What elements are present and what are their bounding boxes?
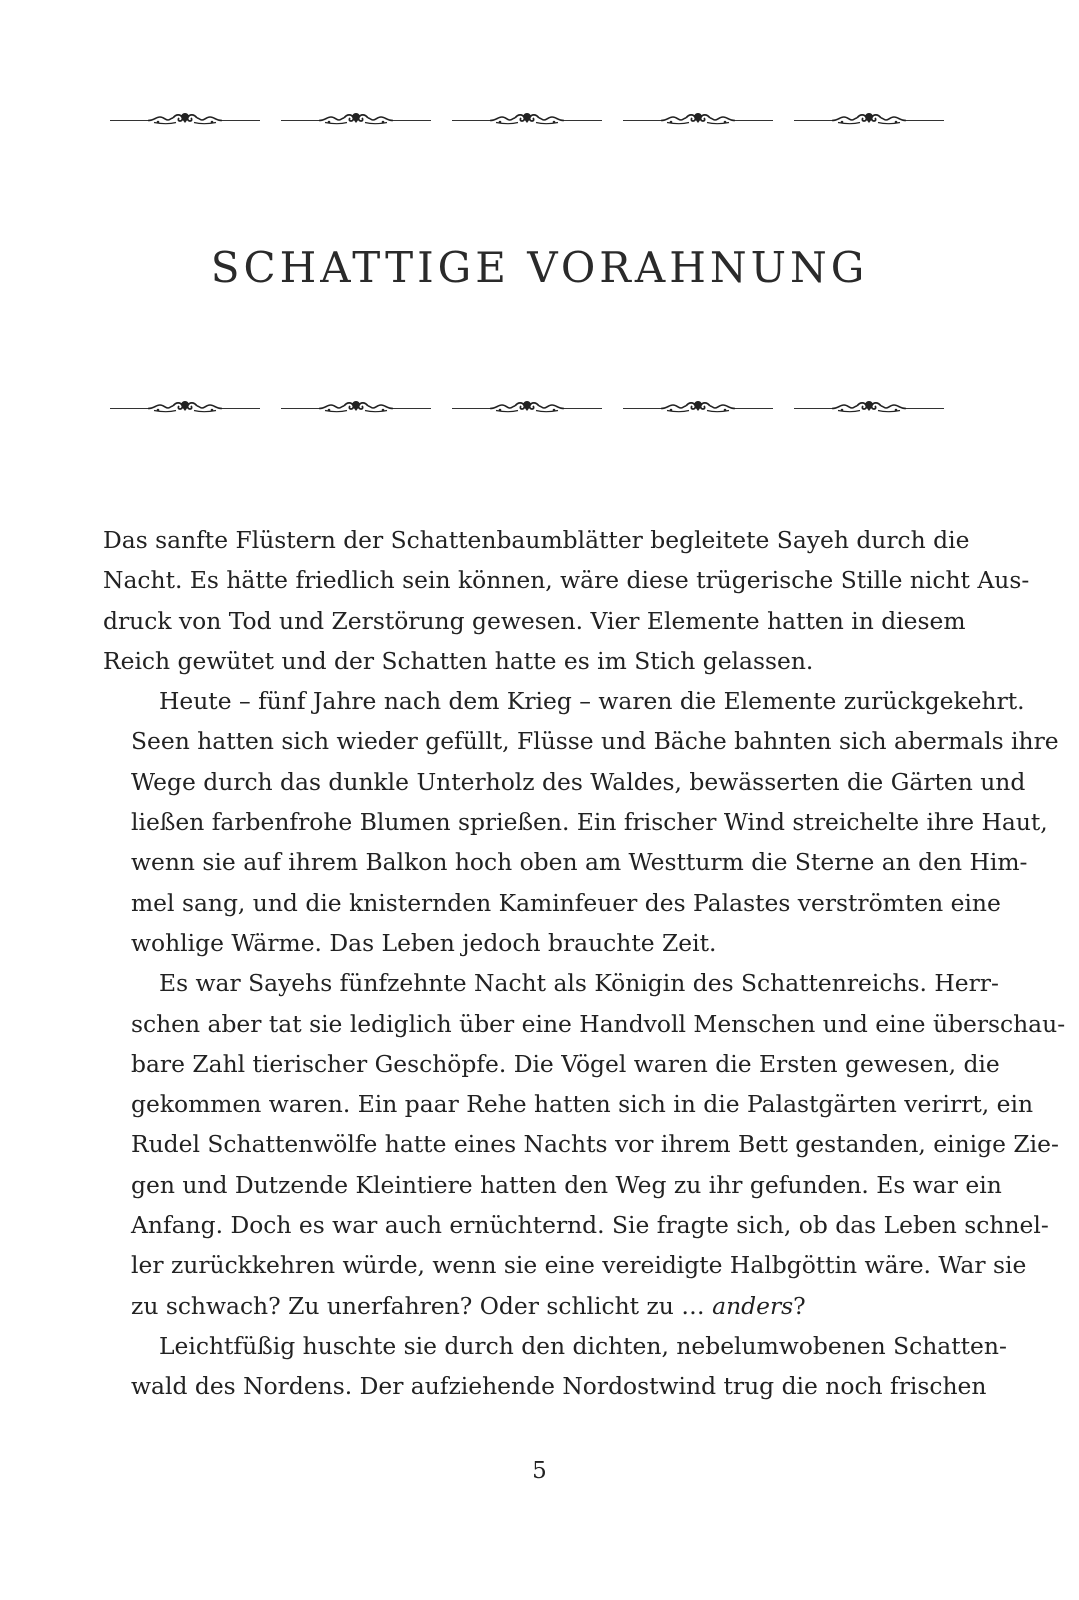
scroll-flourish-icon xyxy=(623,110,773,130)
text-line: Heute – fünf Jahre nach dem Krieg – waren die Elemente zurückgekehrt. xyxy=(159,687,1025,716)
paragraph xyxy=(103,681,1059,963)
text-line: wenn sie auf ihrem Balkon hoch oben am Westturm die Sterne an den Him- xyxy=(131,848,1028,877)
text-line: gen und Dutzende Kleintiere hatten den Weg zu ihr gefunden. Es war ein xyxy=(131,1170,1002,1199)
scroll-flourish-icon xyxy=(794,398,944,418)
scroll-flourish-icon xyxy=(110,398,260,418)
chapter-title: SCHATTIGE VORAHNUNG xyxy=(210,243,869,292)
paragraph xyxy=(103,1326,1007,1407)
bottom-ornament-row xyxy=(110,398,944,418)
text-line: bare Zahl tierischer Geschöpfe. Die Vögel waren die Ersten gewesen, die xyxy=(131,1049,1000,1078)
text-line: schen aber tat sie lediglich über eine Handvoll Menschen und eine überschau- xyxy=(131,1009,1066,1038)
text-line: ließen farbenfrohe Blumen sprießen. Ein frischer Wind streichelte ihre Haut, xyxy=(131,808,1048,837)
text-line: Das sanfte Flüstern der Schattenbaumblätter begleitete Sayeh durch die xyxy=(103,526,970,554)
scroll-flourish-icon xyxy=(110,110,260,130)
scroll-flourish-icon xyxy=(281,398,431,418)
paragraph xyxy=(103,520,1030,681)
scroll-flourish-icon xyxy=(281,110,431,130)
paragraph xyxy=(103,963,1066,1326)
text-line-italic-ending xyxy=(103,1286,943,1326)
text-line: druck von Tod und Zerstörung gewesen. Vier Elemente hatten in diesem xyxy=(103,606,966,635)
text-line: mel sang, und die knisternden Kaminfeuer des Palastes verströmten eine xyxy=(131,888,1001,917)
text-line: Reich gewütet und der Schatten hatte es im Stich gelassen. xyxy=(103,646,814,675)
scroll-flourish-icon xyxy=(794,110,944,130)
text-line: Leichtfüßig huschte sie durch den dichten, nebelumwobenen Schatten- xyxy=(159,1331,1007,1360)
scroll-flourish-icon xyxy=(452,110,602,130)
text-line: Es war Sayehs fünfzehnte Nacht als Königin des Schattenreichs. Herr- xyxy=(159,969,999,998)
text-line: gekommen waren. Ein paar Rehe hatten sich in die Palastgärten verirrt, ein xyxy=(131,1090,1034,1119)
text-line: zu schwach? Zu unerfahren? Oder schlicht zu … anders? xyxy=(131,1291,806,1320)
top-ornament-row xyxy=(110,110,944,130)
scroll-flourish-icon xyxy=(623,398,773,418)
text-line: wald des Nordens. Der aufziehende Nordostwind trug die noch frischen xyxy=(131,1372,987,1401)
text-line: Rudel Schattenwölfe hatte eines Nachts vor ihrem Bett gestanden, einige Zie- xyxy=(131,1130,1059,1159)
text-line: ler zurückkehren würde, wenn sie eine vereidigte Halbgöttin wäre. War sie xyxy=(131,1251,1027,1280)
text-line: Seen hatten sich wieder gefüllt, Flüsse und Bäche bahnten sich abermals ihre xyxy=(131,727,1059,756)
page-number: 5 xyxy=(532,1458,547,1484)
body-text xyxy=(103,520,1066,1407)
text-line: Wege durch das dunkle Unterholz des Waldes, bewässerten die Gärten und xyxy=(131,767,1026,796)
text-line: wohlige Wärme. Das Leben jedoch brauchte Zeit. xyxy=(131,928,717,957)
scroll-flourish-icon xyxy=(452,398,602,418)
text-line: Anfang. Doch es war auch ernüchternd. Sie fragte sich, ob das Leben schnel- xyxy=(131,1211,1049,1240)
text-line: Nacht. Es hätte friedlich sein können, wäre diese trügerische Stille nicht Aus- xyxy=(103,566,1030,595)
